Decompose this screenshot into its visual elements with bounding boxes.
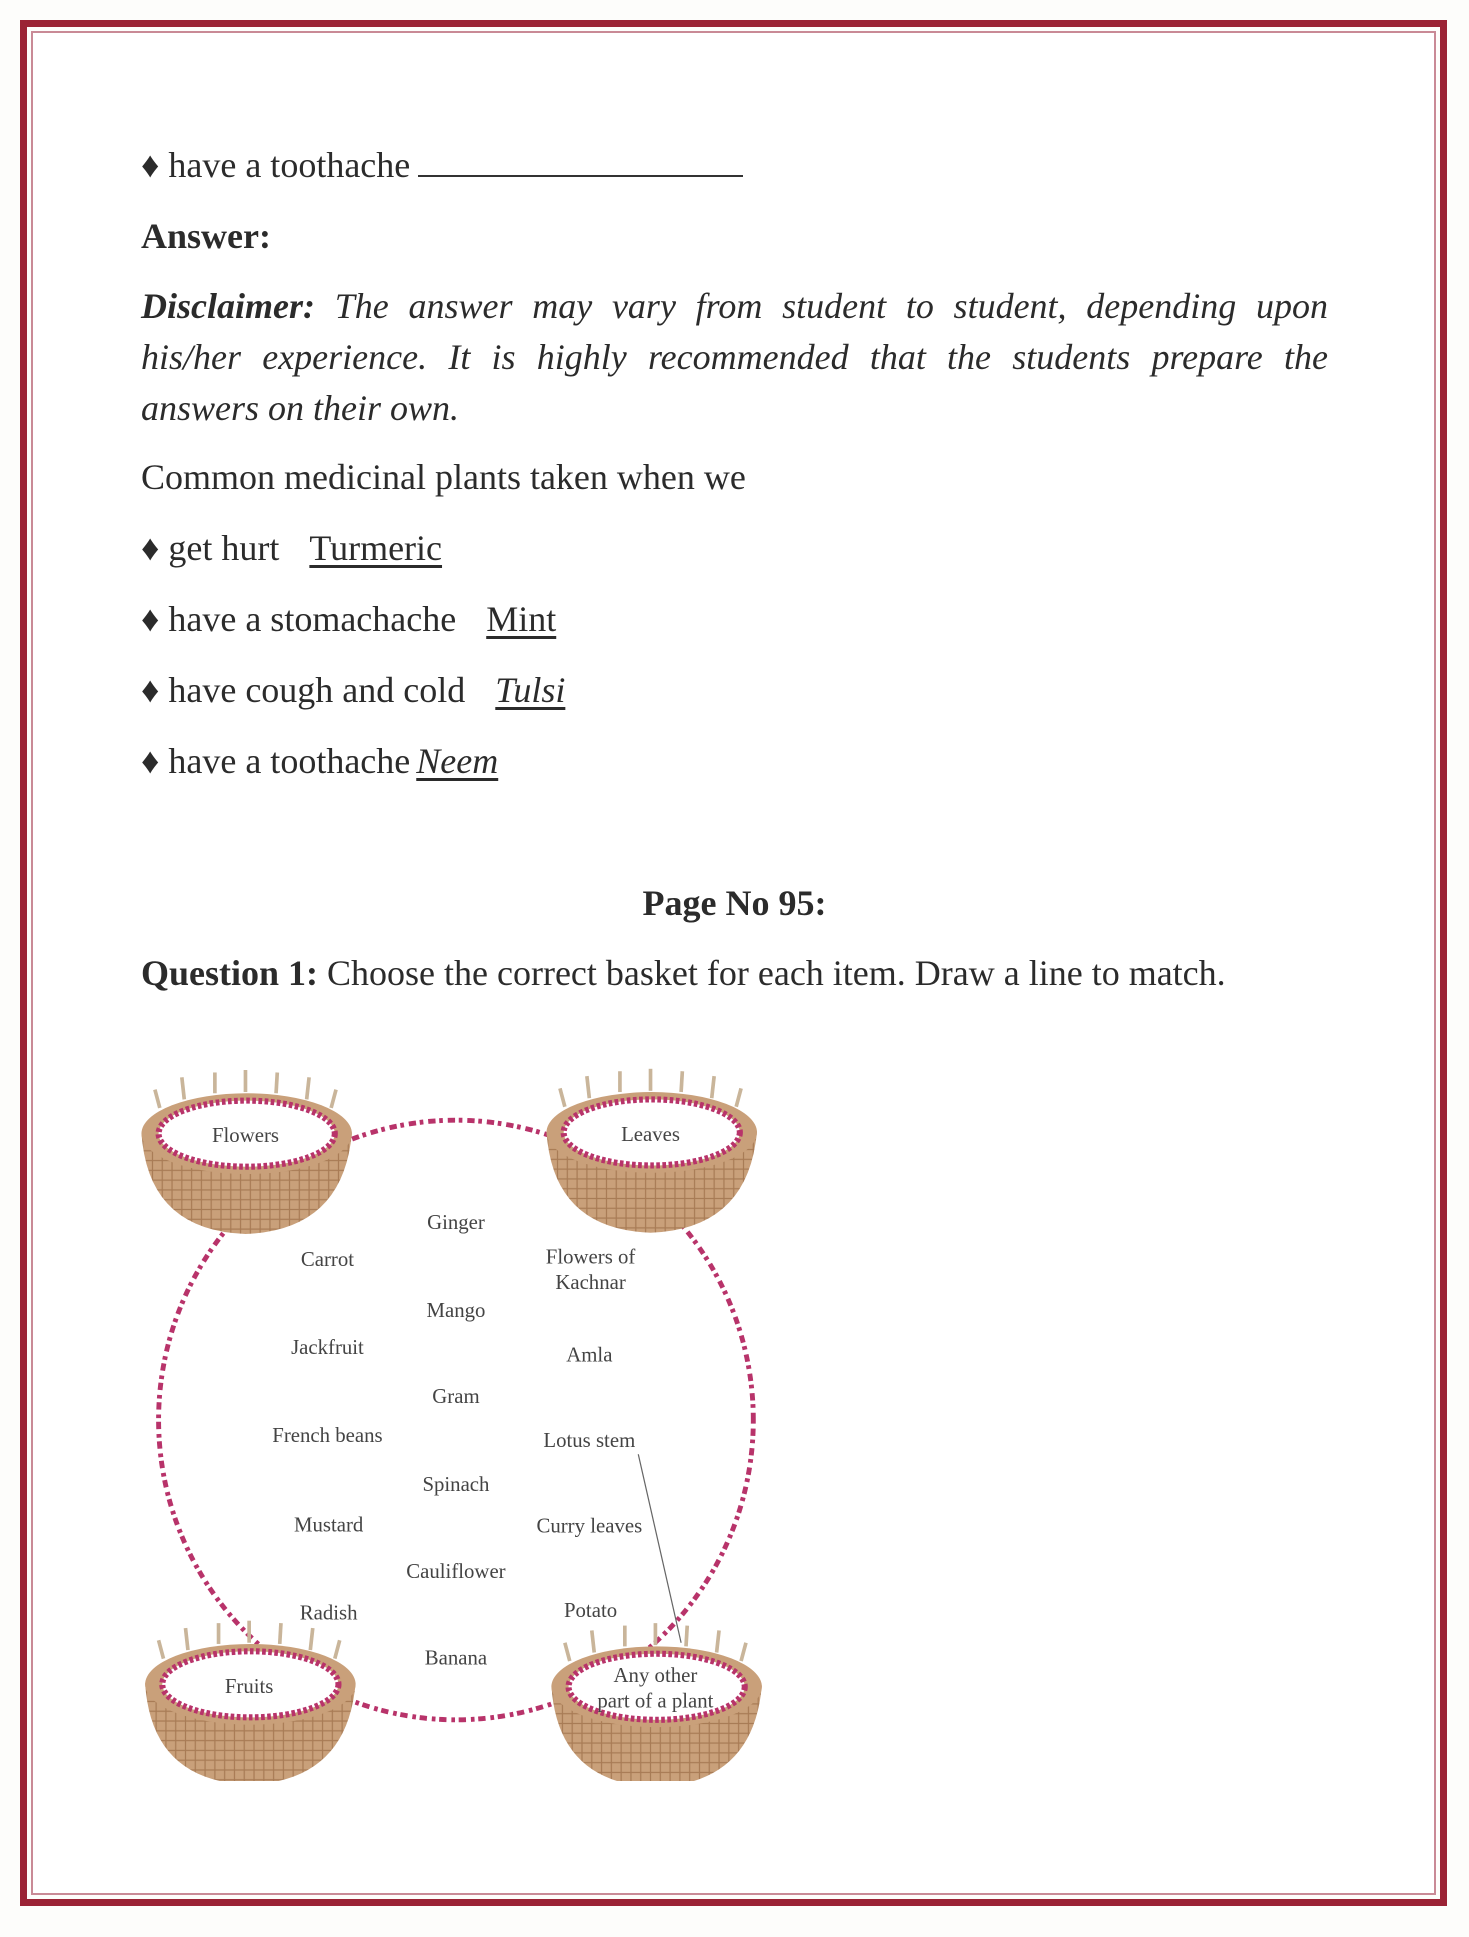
bullet: ♦: [141, 741, 160, 781]
answer-item: [141, 523, 1328, 573]
answer-blank: [418, 145, 743, 177]
disclaimer: [141, 281, 1328, 434]
page-heading: [141, 878, 1328, 928]
item-label: Ginger: [427, 1211, 485, 1235]
item-label: Banana: [424, 1646, 488, 1670]
disclaimer-text: The answer may vary from student to student, depending upon his/her experience. It is highly recommended that the students prepare the answers on their own.: [141, 286, 1329, 428]
basket-label: Flowers: [211, 1124, 279, 1148]
item-label: Mango: [426, 1299, 486, 1323]
item-label: Lotus stem: [543, 1428, 636, 1452]
basket-label: Fruits: [224, 1674, 274, 1698]
bullet: ♦: [141, 670, 160, 710]
item-text: have a toothache: [168, 145, 411, 185]
plant-answer: Mint: [486, 599, 557, 639]
item-label: Amla: [566, 1343, 613, 1367]
answer-item: [141, 594, 1328, 644]
answer-item: [141, 665, 1328, 715]
basket-fruits: [145, 1621, 355, 1781]
question-text: Choose the correct basket for each item. Draw a line to match.: [327, 953, 1226, 993]
basket-matching-diagram: [129, 1059, 778, 1781]
item-label: Kachnar: [555, 1271, 626, 1295]
item-label: Mustard: [294, 1513, 364, 1537]
basket-label: Any other: [613, 1663, 698, 1687]
item-label: Radish: [299, 1601, 358, 1625]
item-label: Flowers of: [545, 1245, 636, 1269]
basket-flowers: [141, 1070, 351, 1234]
basket-leaves: [547, 1069, 757, 1233]
plant-answer: Neem: [416, 741, 499, 781]
intro-text: Common medicinal plants taken when we: [141, 457, 746, 497]
item-label: Carrot: [300, 1247, 355, 1271]
item-label: Gram: [432, 1384, 480, 1408]
situation: get hurt: [168, 528, 280, 568]
question-1: [141, 948, 1328, 998]
item-label: Potato: [563, 1599, 618, 1623]
item-labels: [272, 1211, 642, 1670]
item-label: Spinach: [422, 1472, 490, 1496]
item-label: French beans: [272, 1424, 383, 1448]
basket-label: Leaves: [621, 1122, 680, 1146]
match-line: [638, 1454, 681, 1642]
page-heading-text: Page No 95:: [642, 883, 827, 923]
bullet: ♦: [141, 145, 160, 185]
plant-answer: Turmeric: [309, 528, 443, 568]
question-item-toothache: [141, 140, 1328, 190]
situation: have a toothache: [168, 741, 411, 781]
item-label: Curry leaves: [536, 1514, 643, 1538]
answer-item: [141, 736, 1328, 786]
basket-label: part of a plant: [597, 1689, 714, 1713]
answer-heading: Answer:: [141, 216, 271, 256]
plant-answer: Tulsi: [495, 670, 566, 710]
item-label: Cauliflower: [406, 1559, 506, 1583]
answer-label: [141, 211, 1328, 261]
bullet: ♦: [141, 528, 160, 568]
item-label: Jackfruit: [291, 1335, 364, 1359]
situation: have a stomachache: [168, 599, 457, 639]
disclaimer-label: Disclaimer:: [141, 286, 315, 326]
situation: have cough and cold: [168, 670, 466, 710]
basket-any-other-part: [551, 1623, 761, 1781]
bullet: ♦: [141, 599, 160, 639]
question-label: Question 1:: [141, 953, 319, 993]
